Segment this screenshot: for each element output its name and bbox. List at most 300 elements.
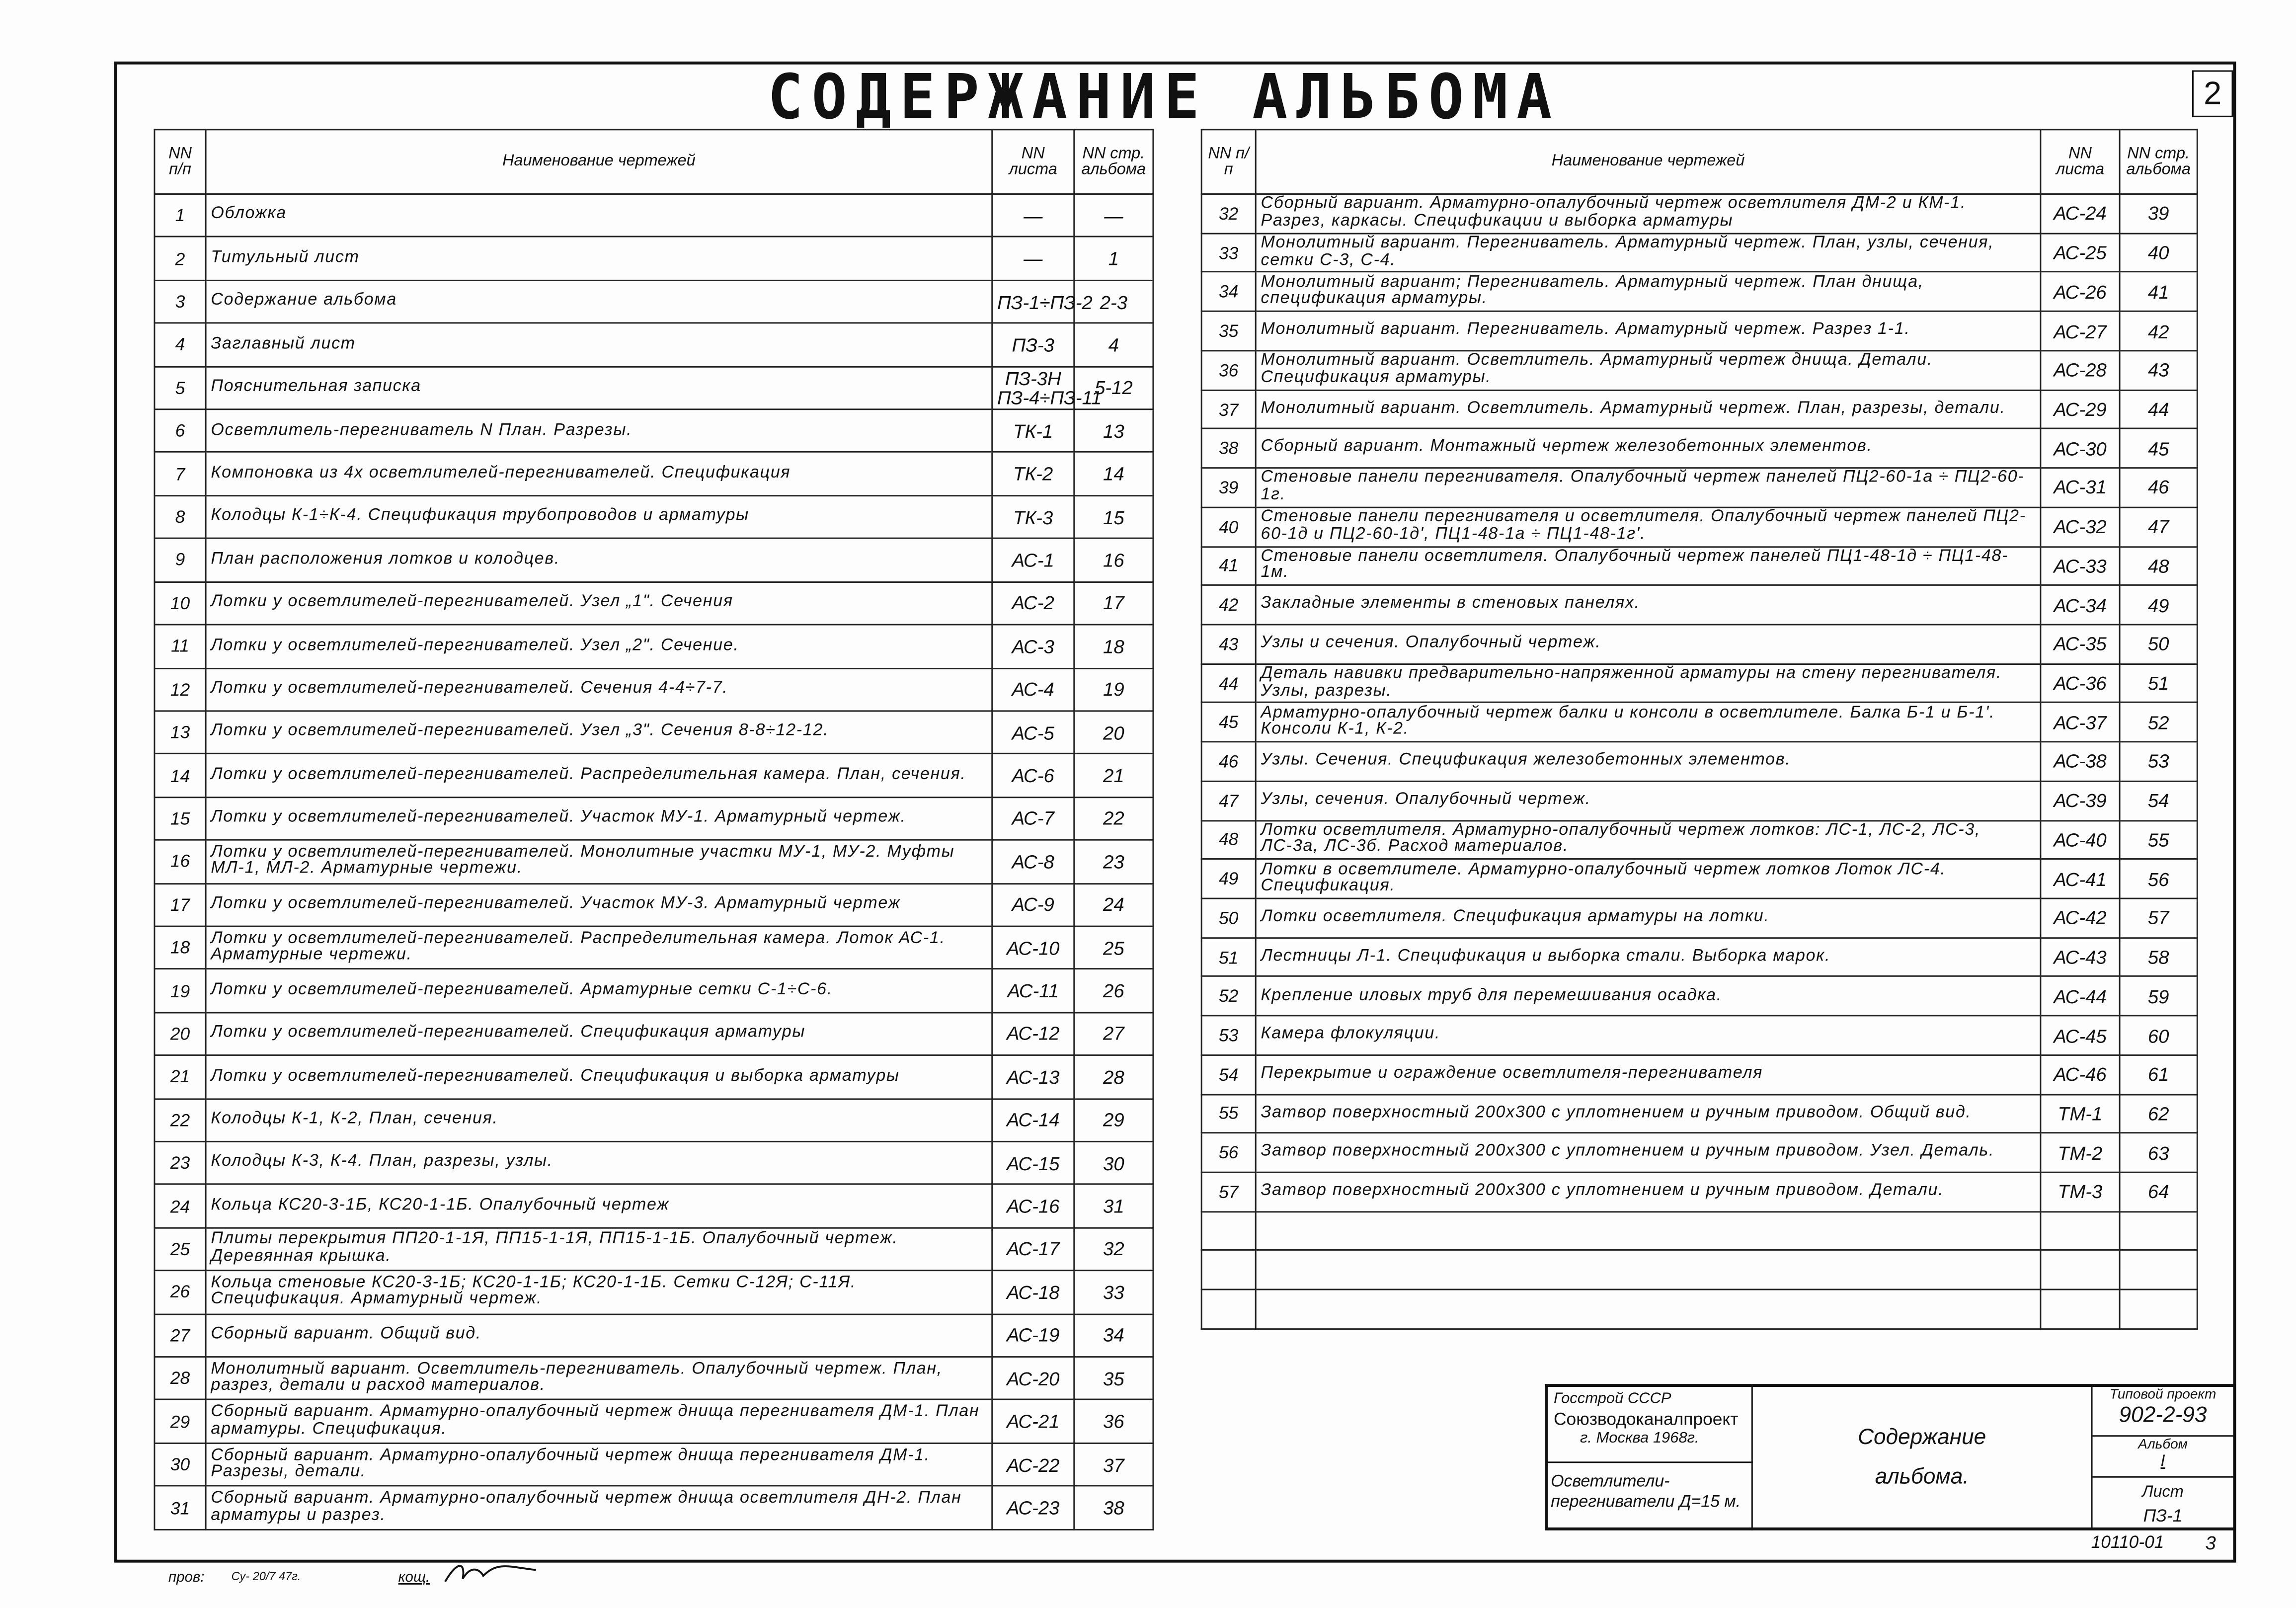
sheet-code: АС-27 xyxy=(2041,312,2120,351)
sheet-code: АС-10 xyxy=(992,926,1074,969)
table-row xyxy=(1201,272,2197,312)
sheet-code: АС-31 xyxy=(2041,468,2120,507)
sheet-code: АС-42 xyxy=(2041,898,2120,938)
row-number: 3 xyxy=(155,280,206,323)
row-number: 21 xyxy=(155,1055,206,1099)
row-number: 41 xyxy=(1201,546,1256,585)
drawing-name: Монолитный вариант. Перегниватель. Арматурный чертеж. План, узлы, сечения, сетки С-3, С-4. xyxy=(1256,233,2041,272)
sheet-label: Лист xyxy=(2142,1483,2184,1501)
sheet-code: — xyxy=(992,237,1074,280)
drawing-name: Узлы, сечения. Опалубочный чертеж. xyxy=(1256,781,2041,820)
album-page: 18 xyxy=(1074,625,1153,668)
drawing-name: Монолитный вариант; Перегниватель. Арматурный чертеж. План днища, спецификация арматуры. xyxy=(1256,272,2041,312)
table-row xyxy=(1201,781,2197,820)
header-num: NN п/п xyxy=(155,130,206,194)
sheet-code: ПЗ-3 xyxy=(992,323,1074,367)
album-page: 22 xyxy=(1074,797,1153,840)
row-number: 29 xyxy=(155,1400,206,1443)
table-row xyxy=(1201,820,2197,860)
signed-label: кощ. xyxy=(398,1570,430,1586)
sheet-code: АС-19 xyxy=(992,1314,1074,1357)
signature-mark xyxy=(439,1555,542,1591)
table-row xyxy=(1201,233,2197,272)
drawing-name: Сборный вариант. Арматурно-опалубочный чертеж днища осветлителя ДН-2. План арматуры и разрез. xyxy=(206,1486,992,1530)
album-page: 30 xyxy=(1074,1141,1153,1185)
sheet-code: АС-1 xyxy=(992,539,1074,582)
row-number: 30 xyxy=(155,1443,206,1486)
empty-row xyxy=(1201,1251,2197,1290)
album-page: 64 xyxy=(2120,1172,2197,1211)
checked-label: пров: xyxy=(168,1570,205,1586)
header-num: NN п/п xyxy=(1201,130,1256,194)
album-page: 27 xyxy=(1074,1012,1153,1055)
album-page: 24 xyxy=(1074,883,1153,926)
drawing-name: Осветлитель-перегниватель N План. Разрезы. xyxy=(206,409,992,453)
table-row xyxy=(1201,312,2197,351)
drawing-name: Лотки у осветлителей-перегнивателей. Участок МУ-3. Арматурный чертеж xyxy=(206,883,992,926)
row-number: 15 xyxy=(155,797,206,840)
album-page: — xyxy=(1074,194,1153,238)
drawing-name: Узлы. Сечения. Спецификация железобетонных элементов. xyxy=(1256,742,2041,781)
row-number: 39 xyxy=(1201,468,1256,507)
table-row xyxy=(1201,742,2197,781)
table-row xyxy=(155,840,1153,884)
table-row xyxy=(155,668,1153,711)
table-header-row xyxy=(155,130,1153,194)
sheet-code: АС-6 xyxy=(992,754,1074,797)
row-number: 42 xyxy=(1201,585,1256,625)
table-row xyxy=(155,539,1153,582)
row-number: 5 xyxy=(155,366,206,409)
album-page: 39 xyxy=(2120,194,2197,234)
footer-page: 3 xyxy=(2205,1531,2216,1554)
document-title: Содержание альбома. xyxy=(1753,1387,2093,1528)
drawing-name: Камера флокуляции. xyxy=(1256,1016,2041,1055)
table-row xyxy=(1201,898,2197,938)
sheet-code: АС-21 xyxy=(992,1400,1074,1443)
drawing-name: Перекрытие и ограждение осветлителя-перегнивателя xyxy=(1256,1055,2041,1094)
drawing-name: Лотки у осветлителей-перегнивателей. Сечения 4-4÷7-7. xyxy=(206,668,992,711)
table-row xyxy=(1201,977,2197,1016)
drawing-name: Лотки в осветлителе. Арматурно-опалубочный чертеж лотков Лоток ЛС-4. Спецификация. xyxy=(1256,859,2041,898)
table-row xyxy=(155,323,1153,367)
drawing-name: План расположения лотков и колодцев. xyxy=(206,539,992,582)
sheet-code: АС-28 xyxy=(2041,351,2120,390)
drawing-name: Арматурно-опалубочный чертеж балки и консоли в осветлителе. Балка Б-1 и Б-1'. Консоли К-1, К-2. xyxy=(1256,703,2041,742)
sheet-code: АС-34 xyxy=(2041,585,2120,625)
table-header-row xyxy=(1201,130,2197,194)
sheet-code: АС-46 xyxy=(2041,1055,2120,1094)
table-row xyxy=(1201,390,2197,429)
album-page: 23 xyxy=(1074,840,1153,884)
drawing-name: Лотки у осветлителей-перегнивателей. Распределительная камера. План, сечения. xyxy=(206,754,992,797)
sheet-code: АС-20 xyxy=(992,1357,1074,1400)
sheet-code: ПЗ-3Н ПЗ-4÷ПЗ-11 xyxy=(992,366,1074,409)
table-row xyxy=(1201,859,2197,898)
sheet-code: АС-16 xyxy=(992,1185,1074,1228)
org-line-2: Союзводоканалпроект xyxy=(1553,1408,1739,1429)
album-page: 35 xyxy=(1074,1357,1153,1400)
sheet-code: АС-3 xyxy=(992,625,1074,668)
album-page: 58 xyxy=(2120,938,2197,977)
row-number: 36 xyxy=(1201,351,1256,390)
row-number: 32 xyxy=(1201,194,1256,234)
sheet-code: АС-44 xyxy=(2041,977,2120,1016)
table-row xyxy=(155,237,1153,280)
table-row xyxy=(155,1055,1153,1099)
table-row xyxy=(155,1228,1153,1271)
sheet-code: АС-32 xyxy=(2041,507,2120,547)
table-row xyxy=(155,1271,1153,1314)
empty-row xyxy=(1201,1211,2197,1251)
album-page: 38 xyxy=(1074,1486,1153,1530)
sheet-code: АС-38 xyxy=(2041,742,2120,781)
album-label: Альбом xyxy=(2138,1437,2188,1453)
table-row xyxy=(155,495,1153,539)
album-page: 53 xyxy=(2120,742,2197,781)
table-row xyxy=(155,754,1153,797)
drawing-name: Колодцы К-1, К-2, План, сечения. xyxy=(206,1099,992,1142)
row-number: 22 xyxy=(155,1099,206,1142)
drawing-name: Пояснительная записка xyxy=(206,366,992,409)
drawing-name: Кольца стеновые КС20-3-1Б; КС20-1-1Б; КС20-1-1Б. Сетки С-12Я; С-11Я. Спецификация. Арматурный чертеж. xyxy=(206,1271,992,1314)
sheet-code: ТК-1 xyxy=(992,409,1074,453)
table-row xyxy=(155,194,1153,238)
checked-value: Су- 20/7 47г. xyxy=(231,1570,301,1583)
sheet-code: АС-36 xyxy=(2041,664,2120,703)
row-number: 6 xyxy=(155,409,206,453)
object-name: Осветлители-перегниватели Д=15 м. xyxy=(1548,1463,1753,1530)
row-number: 47 xyxy=(1201,781,1256,820)
table-row xyxy=(155,366,1153,409)
sheet-code: АС-33 xyxy=(2041,546,2120,585)
table-row xyxy=(155,711,1153,754)
album-page: 43 xyxy=(2120,351,2197,390)
row-number: 35 xyxy=(1201,312,1256,351)
table-row xyxy=(155,1486,1153,1530)
drawing-name: Лотки осветлителя. Спецификация арматуры на лотки. xyxy=(1256,898,2041,938)
drawing-name: Лотки у осветлителей-перегнивателей. Спецификация и выборка арматуры xyxy=(206,1055,992,1099)
sheet-code: ТК-2 xyxy=(992,453,1074,496)
row-number: 52 xyxy=(1201,977,1256,1016)
empty-row xyxy=(1201,1290,2197,1329)
row-number: 43 xyxy=(1201,625,1256,664)
album-page: 37 xyxy=(1074,1443,1153,1486)
sheet-code: АС-26 xyxy=(2041,272,2120,312)
row-number: 46 xyxy=(1201,742,1256,781)
toc-table-right xyxy=(1201,129,2198,1330)
album-page: 49 xyxy=(2120,585,2197,625)
drawing-name: Лотки у осветлителей-перегнивателей. Узел „3". Сечения 8-8÷12-12. xyxy=(206,711,992,754)
table-row xyxy=(1201,625,2197,664)
row-number: 31 xyxy=(155,1486,206,1530)
table-row xyxy=(155,453,1153,496)
album-page: 19 xyxy=(1074,668,1153,711)
album-page: 5-12 xyxy=(1074,366,1153,409)
header-sheet: NN листа xyxy=(2041,130,2120,194)
row-number: 8 xyxy=(155,495,206,539)
header-page: NN стр. альбома xyxy=(1074,130,1153,194)
drawing-name: Плиты перекрытия ПП20-1-1Я, ПП15-1-1Я, ПП15-1-1Б. Опалубочный чертеж. Деревянная крышка. xyxy=(206,1228,992,1271)
drawing-name: Титульный лист xyxy=(206,237,992,280)
table-row xyxy=(1201,1055,2197,1094)
row-number: 57 xyxy=(1201,1172,1256,1211)
table-row xyxy=(155,1357,1153,1400)
row-number: 24 xyxy=(155,1185,206,1228)
table-row xyxy=(155,625,1153,668)
sheet-code: АС-25 xyxy=(2041,233,2120,272)
table-row xyxy=(1201,351,2197,390)
header-page: NN стр. альбома xyxy=(2120,130,2197,194)
row-number: 48 xyxy=(1201,820,1256,860)
album-page: 34 xyxy=(1074,1314,1153,1357)
sheet-code: АС-45 xyxy=(2041,1016,2120,1055)
sheet-code: АС-39 xyxy=(2041,781,2120,820)
drawing-name: Сборный вариант. Арматурно-опалубочный чертеж днища перегнивателя ДМ-1. План арматуры. Спецификация. xyxy=(206,1400,992,1443)
row-number: 14 xyxy=(155,754,206,797)
drawing-name: Лестницы Л-1. Спецификация и выборка стали. Выборка марок. xyxy=(1256,938,2041,977)
sheet-code: ТМ-3 xyxy=(2041,1172,2120,1211)
sheet-corner-number: 2 xyxy=(2192,70,2233,117)
album-page: 29 xyxy=(1074,1099,1153,1142)
album-number: I xyxy=(2160,1453,2165,1471)
sheet-code: ТК-3 xyxy=(992,495,1074,539)
sheet-code: АС-2 xyxy=(992,582,1074,625)
table-row xyxy=(155,1400,1153,1443)
row-number: 51 xyxy=(1201,938,1256,977)
album-page: 62 xyxy=(2120,1094,2197,1133)
row-number: 53 xyxy=(1201,1016,1256,1055)
sheet-code: АС-5 xyxy=(992,711,1074,754)
toc-table-left xyxy=(154,129,1154,1530)
header-name: Наименование чертежей xyxy=(206,130,992,194)
drawing-name: Стеновые панели перегнивателя. Опалубочный чертеж панелей ПЦ2-60-1а ÷ ПЦ2-60-1г. xyxy=(1256,468,2041,507)
drawing-name: Затвор поверхностный 200х300 с уплотнением и ручным приводом. Общий вид. xyxy=(1256,1094,2041,1133)
album-page: 42 xyxy=(2120,312,2197,351)
project-number: 902-2-93 xyxy=(2119,1403,2207,1429)
sheet-code: ПЗ-1÷ПЗ-2 xyxy=(992,280,1074,323)
sheet-code: АС-22 xyxy=(992,1443,1074,1486)
row-number: 28 xyxy=(155,1357,206,1400)
drawing-name: Узлы и сечения. Опалубочный чертеж. xyxy=(1256,625,2041,664)
row-number: 25 xyxy=(155,1228,206,1271)
table-row xyxy=(155,409,1153,453)
drawing-name: Колодцы К-1÷К-4. Спецификация трубопроводов и арматуры xyxy=(206,495,992,539)
table-row xyxy=(1201,468,2197,507)
sheet-code: ТМ-2 xyxy=(2041,1133,2120,1173)
drawing-name: Сборный вариант. Общий вид. xyxy=(206,1314,992,1357)
drawing-name: Лотки у осветлителей-перегнивателей. Участок МУ-1. Арматурный чертеж. xyxy=(206,797,992,840)
drawing-name: Стеновые панели перегнивателя и осветлителя. Опалубочный чертеж панелей ПЦ2-60-1д и ПЦ2-60-1д', ПЦ1-48-1а ÷ ПЦ1-48-1г'. xyxy=(1256,507,2041,547)
header-sheet: NN листа xyxy=(992,130,1074,194)
album-page: 4 xyxy=(1074,323,1153,367)
album-page: 54 xyxy=(2120,781,2197,820)
album-page: 57 xyxy=(2120,898,2197,938)
row-number: 19 xyxy=(155,969,206,1013)
row-number: 17 xyxy=(155,883,206,926)
drawing-name: Затвор поверхностный 200х300 с уплотнением и ручным приводом. Узел. Деталь. xyxy=(1256,1133,2041,1173)
album-page: 44 xyxy=(2120,390,2197,429)
album-page: 14 xyxy=(1074,453,1153,496)
table-row xyxy=(1201,585,2197,625)
album-page: 47 xyxy=(2120,507,2197,547)
table-row xyxy=(155,797,1153,840)
drawing-name: Обложка xyxy=(206,194,992,238)
row-number: 2 xyxy=(155,237,206,280)
album-page: 41 xyxy=(2120,272,2197,312)
sheet-code: АС-29 xyxy=(2041,390,2120,429)
row-number: 38 xyxy=(1201,429,1256,468)
drawing-name: Монолитный вариант. Осветлитель-перегниватель. Опалубочный чертеж. План, разрез, детали и расход материалов. xyxy=(206,1357,992,1400)
table-row xyxy=(155,1012,1153,1055)
table-row xyxy=(1201,429,2197,468)
drawing-name: Сборный вариант. Монтажный чертеж железобетонных элементов. xyxy=(1256,429,2041,468)
table-row xyxy=(155,883,1153,926)
drawing-name: Лотки у осветлителей-перегнивателей. Узел „2". Сечение. xyxy=(206,625,992,668)
drawing-name: Деталь навивки предварительно-напряженной арматуры на стену перегнивателя. Узлы, разрезы. xyxy=(1256,664,2041,703)
album-page: 32 xyxy=(1074,1228,1153,1271)
table-row xyxy=(155,1185,1153,1228)
drawing-name: Монолитный вариант. Перегниватель. Арматурный чертеж. Разрез 1-1. xyxy=(1256,312,2041,351)
drawing-name: Колодцы К-3, К-4. План, разрезы, узлы. xyxy=(206,1141,992,1185)
drawing-name: Лотки у осветлителей-перегнивателей. Узел „1". Сечения xyxy=(206,582,992,625)
album-page: 55 xyxy=(2120,820,2197,860)
album-page: 50 xyxy=(2120,625,2197,664)
table-row xyxy=(1201,703,2197,742)
album-page: 16 xyxy=(1074,539,1153,582)
album-page: 51 xyxy=(2120,664,2197,703)
drawing-name: Лотки у осветлителей-перегнивателей. Монолитные участки МУ-1, МУ-2. Муфты МЛ-1, МЛ-2. Арматурные чертежи. xyxy=(206,840,992,884)
row-number: 18 xyxy=(155,926,206,969)
row-number: 4 xyxy=(155,323,206,367)
album-page: 2-3 xyxy=(1074,280,1153,323)
org-line-1: Госстрой СССР xyxy=(1553,1389,1671,1408)
row-number: 55 xyxy=(1201,1094,1256,1133)
drawing-name: Лотки осветлителя. Арматурно-опалубочный чертеж лотков: ЛС-1, ЛС-2, ЛС-3, ЛС-3а, ЛС-3б. Расход материалов. xyxy=(1256,820,2041,860)
sheet-code: АС-8 xyxy=(992,840,1074,884)
sheet-code: АС-9 xyxy=(992,883,1074,926)
title-block xyxy=(1545,1384,2236,1530)
album-page: 45 xyxy=(2120,429,2197,468)
album-page: 61 xyxy=(2120,1055,2197,1094)
row-number: 11 xyxy=(155,625,206,668)
project-label: Типовой проект xyxy=(2109,1386,2217,1403)
row-number: 45 xyxy=(1201,703,1256,742)
sheet-code: АС-14 xyxy=(992,1099,1074,1142)
sheet-code: АС-4 xyxy=(992,668,1074,711)
sheet-code: АС-18 xyxy=(992,1271,1074,1314)
album-page: 46 xyxy=(2120,468,2197,507)
table-row xyxy=(1201,194,2197,234)
row-number: 20 xyxy=(155,1012,206,1055)
row-number: 23 xyxy=(155,1141,206,1185)
album-page: 28 xyxy=(1074,1055,1153,1099)
album-page: 31 xyxy=(1074,1185,1153,1228)
sheet-code: АС-43 xyxy=(2041,938,2120,977)
album-page: 60 xyxy=(2120,1016,2197,1055)
drawing-name: Крепление иловых труб для перемешивания осадка. xyxy=(1256,977,2041,1016)
table-row xyxy=(1201,546,2197,585)
table-row xyxy=(1201,664,2197,703)
row-number: 44 xyxy=(1201,664,1256,703)
row-number: 49 xyxy=(1201,859,1256,898)
row-number: 16 xyxy=(155,840,206,884)
drawing-name: Монолитный вариант. Осветлитель. Арматурный чертеж днища. Детали. Спецификация арматуры. xyxy=(1256,351,2041,390)
row-number: 10 xyxy=(155,582,206,625)
sheet-code: АС-23 xyxy=(992,1486,1074,1530)
album-page: 1 xyxy=(1074,237,1153,280)
table-row xyxy=(155,280,1153,323)
sheet-code: АС-17 xyxy=(992,1228,1074,1271)
row-number: 33 xyxy=(1201,233,1256,272)
sheet-code: АС-7 xyxy=(992,797,1074,840)
sheet-code: — xyxy=(992,194,1074,238)
album-page: 63 xyxy=(2120,1133,2197,1173)
header-name: Наименование чертежей xyxy=(1256,130,2041,194)
table-row xyxy=(155,1141,1153,1185)
sheet-number: ПЗ-1 xyxy=(2143,1505,2183,1526)
sheet-code: АС-41 xyxy=(2041,859,2120,898)
row-number: 34 xyxy=(1201,272,1256,312)
drawing-name: Содержание альбома xyxy=(206,280,992,323)
row-number: 27 xyxy=(155,1314,206,1357)
album-page: 33 xyxy=(1074,1271,1153,1314)
table-row xyxy=(1201,1133,2197,1173)
drawing-name: Затвор поверхностный 200х300 с уплотнением и ручным приводом. Детали. xyxy=(1256,1172,2041,1211)
sheet-code: АС-30 xyxy=(2041,429,2120,468)
row-number: 50 xyxy=(1201,898,1256,938)
table-row xyxy=(155,926,1153,969)
drawing-name: Сборный вариант. Арматурно-опалубочный чертеж днища перегнивателя ДМ-1. Разрезы, детали. xyxy=(206,1443,992,1486)
sheet-code: АС-40 xyxy=(2041,820,2120,860)
sheet-code: АС-12 xyxy=(992,1012,1074,1055)
album-page: 40 xyxy=(2120,233,2197,272)
org-line-3: г. Москва 1968г. xyxy=(1580,1429,1699,1447)
sheet-code: АС-35 xyxy=(2041,625,2120,664)
sheet-code: АС-11 xyxy=(992,969,1074,1013)
row-number: 9 xyxy=(155,539,206,582)
drawing-name: Закладные элементы в стеновых панелях. xyxy=(1256,585,2041,625)
album-page: 48 xyxy=(2120,546,2197,585)
drawing-name: Кольца КС20-3-1Б, КС20-1-1Б. Опалубочный чертеж xyxy=(206,1185,992,1228)
album-page: 17 xyxy=(1074,582,1153,625)
row-number: 13 xyxy=(155,711,206,754)
album-page: 26 xyxy=(1074,969,1153,1013)
drawing-name: Монолитный вариант. Осветлитель. Арматурный чертеж. План, разрезы, детали. xyxy=(1256,390,2041,429)
album-page: 56 xyxy=(2120,859,2197,898)
drawing-name: Сборный вариант. Арматурно-опалубочный чертеж осветлителя ДМ-2 и КМ-1. Разрез, каркасы. Спецификации и выборка арматуры xyxy=(1256,194,2041,234)
album-page: 20 xyxy=(1074,711,1153,754)
table-row xyxy=(155,1099,1153,1142)
table-row xyxy=(155,969,1153,1013)
drawing-name: Компоновка из 4х осветлителей-перегнивателей. Спецификация xyxy=(206,453,992,496)
drawing-name: Стеновые панели осветлителя. Опалубочный чертеж панелей ПЦ1-48-1д ÷ ПЦ1-48-1м. xyxy=(1256,546,2041,585)
drawing-name: Заглавный лист xyxy=(206,323,992,367)
table-row xyxy=(1201,507,2197,547)
row-number: 40 xyxy=(1201,507,1256,547)
table-row xyxy=(155,1443,1153,1486)
row-number: 1 xyxy=(155,194,206,238)
table-row xyxy=(155,1314,1153,1357)
sheet-code: АС-13 xyxy=(992,1055,1074,1099)
album-page: 36 xyxy=(1074,1400,1153,1443)
drawing-name: Лотки у осветлителей-перегнивателей. Спецификация арматуры xyxy=(206,1012,992,1055)
row-number: 56 xyxy=(1201,1133,1256,1173)
drawing-name: Лотки у осветлителей-перегнивателей. Распределительная камера. Лоток АС-1. Арматурные чертежи. xyxy=(206,926,992,969)
album-page: 59 xyxy=(2120,977,2197,1016)
sheet-code: АС-15 xyxy=(992,1141,1074,1185)
table-row xyxy=(1201,938,2197,977)
